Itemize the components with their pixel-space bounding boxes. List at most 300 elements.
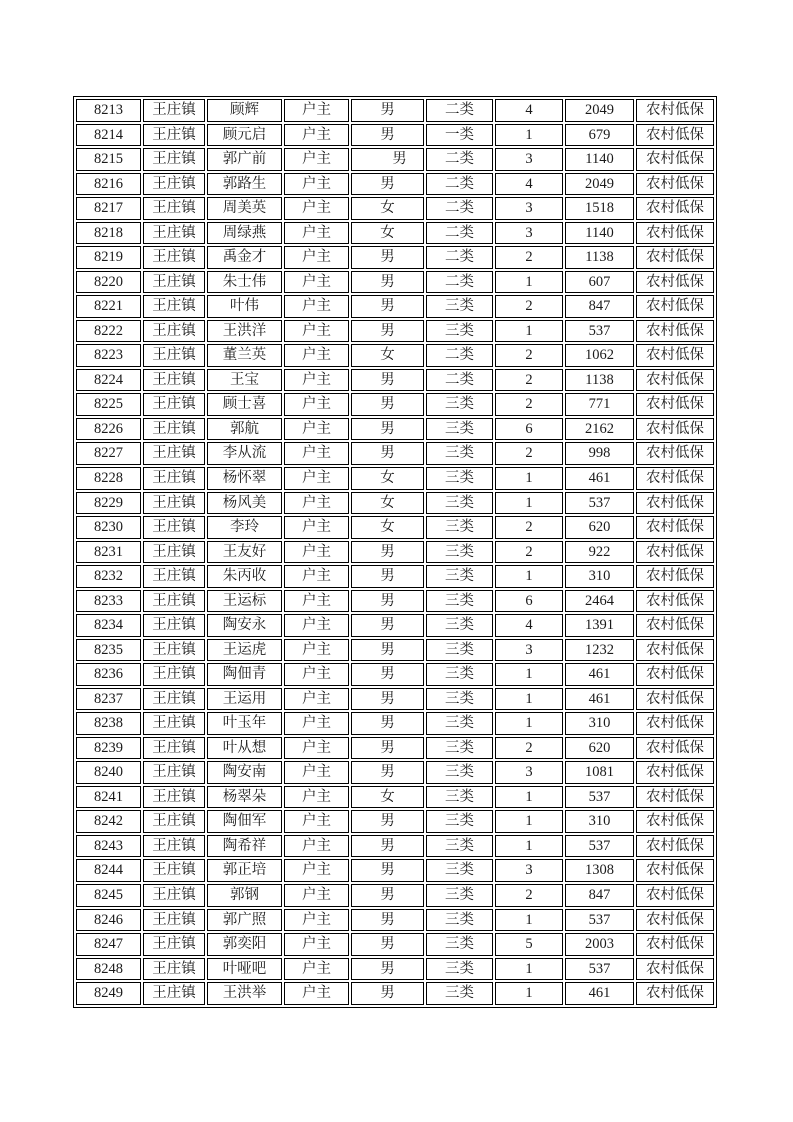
cell-category: 三类: [426, 565, 493, 588]
cell-program: 农村低保: [636, 786, 714, 809]
cell-category: 三类: [426, 982, 493, 1005]
cell-category: 三类: [426, 884, 493, 907]
table-row: [76, 222, 714, 245]
cell-id: 8221: [76, 295, 141, 318]
cell-program: 农村低保: [636, 712, 714, 735]
cell-category: 三类: [426, 320, 493, 343]
cell-id: 8218: [76, 222, 141, 245]
cell-amount: 1140: [565, 148, 634, 171]
cell-amount: 771: [565, 393, 634, 416]
cell-town: 王庄镇: [143, 541, 205, 564]
cell-program: 农村低保: [636, 688, 714, 711]
cell-name: 王运用: [207, 688, 282, 711]
cell-gender: 男: [351, 884, 424, 907]
cell-gender: 男: [351, 663, 424, 686]
cell-name: 朱丙收: [207, 565, 282, 588]
cell-relation: 户主: [284, 246, 349, 269]
table-row: [76, 859, 714, 882]
cell-relation: 户主: [284, 442, 349, 465]
cell-id: 8213: [76, 99, 141, 122]
cell-program: 农村低保: [636, 541, 714, 564]
cell-category: 三类: [426, 393, 493, 416]
cell-category: 三类: [426, 933, 493, 956]
cell-id: 8233: [76, 590, 141, 613]
table-row: [76, 320, 714, 343]
cell-id: 8232: [76, 565, 141, 588]
cell-category: 三类: [426, 859, 493, 882]
table-row: [76, 663, 714, 686]
cell-program: 农村低保: [636, 148, 714, 171]
cell-relation: 户主: [284, 909, 349, 932]
cell-program: 农村低保: [636, 516, 714, 539]
cell-program: 农村低保: [636, 663, 714, 686]
cell-program: 农村低保: [636, 909, 714, 932]
cell-id: 8215: [76, 148, 141, 171]
cell-amount: 310: [565, 810, 634, 833]
cell-id: 8223: [76, 344, 141, 367]
cell-member_count: 1: [495, 467, 563, 490]
cell-town: 王庄镇: [143, 516, 205, 539]
cell-town: 王庄镇: [143, 369, 205, 392]
records-table: [73, 96, 717, 1008]
cell-category: 三类: [426, 737, 493, 760]
cell-gender: 男: [351, 369, 424, 392]
cell-relation: 户主: [284, 884, 349, 907]
cell-relation: 户主: [284, 222, 349, 245]
cell-id: 8247: [76, 933, 141, 956]
cell-category: 三类: [426, 835, 493, 858]
cell-category: 三类: [426, 541, 493, 564]
cell-category: 三类: [426, 614, 493, 637]
cell-member_count: 1: [495, 810, 563, 833]
cell-name: 郭广照: [207, 909, 282, 932]
cell-program: 农村低保: [636, 197, 714, 220]
cell-gender: 男: [351, 737, 424, 760]
table-row: [76, 246, 714, 269]
cell-category: 三类: [426, 516, 493, 539]
cell-relation: 户主: [284, 639, 349, 662]
cell-relation: 户主: [284, 320, 349, 343]
cell-amount: 620: [565, 516, 634, 539]
cell-name: 陶安南: [207, 761, 282, 784]
cell-member_count: 4: [495, 173, 563, 196]
cell-gender: 男: [351, 541, 424, 564]
cell-relation: 户主: [284, 614, 349, 637]
cell-gender: 男: [351, 590, 424, 613]
cell-category: 三类: [426, 786, 493, 809]
cell-relation: 户主: [284, 124, 349, 147]
cell-program: 农村低保: [636, 271, 714, 294]
cell-gender: 女: [351, 786, 424, 809]
cell-relation: 户主: [284, 467, 349, 490]
cell-town: 王庄镇: [143, 835, 205, 858]
cell-id: 8242: [76, 810, 141, 833]
cell-id: 8228: [76, 467, 141, 490]
cell-town: 王庄镇: [143, 393, 205, 416]
cell-gender: 男: [351, 565, 424, 588]
cell-town: 王庄镇: [143, 590, 205, 613]
cell-name: 郭奕阳: [207, 933, 282, 956]
cell-category: 二类: [426, 369, 493, 392]
cell-name: 郭路生: [207, 173, 282, 196]
cell-category: 二类: [426, 344, 493, 367]
cell-town: 王庄镇: [143, 99, 205, 122]
cell-gender: 女: [351, 492, 424, 515]
cell-category: 二类: [426, 148, 493, 171]
cell-relation: 户主: [284, 393, 349, 416]
cell-id: 8236: [76, 663, 141, 686]
cell-amount: 1138: [565, 369, 634, 392]
cell-gender: 男: [351, 295, 424, 318]
cell-program: 农村低保: [636, 859, 714, 882]
cell-amount: 620: [565, 737, 634, 760]
cell-town: 王庄镇: [143, 320, 205, 343]
cell-program: 农村低保: [636, 835, 714, 858]
cell-amount: 1140: [565, 222, 634, 245]
cell-member_count: 1: [495, 492, 563, 515]
cell-category: 三类: [426, 909, 493, 932]
table-row: [76, 492, 714, 515]
cell-category: 二类: [426, 197, 493, 220]
cell-name: 王运虎: [207, 639, 282, 662]
cell-relation: 户主: [284, 982, 349, 1005]
cell-town: 王庄镇: [143, 688, 205, 711]
cell-gender: 男: [351, 418, 424, 441]
cell-program: 农村低保: [636, 737, 714, 760]
cell-member_count: 3: [495, 148, 563, 171]
cell-member_count: 2: [495, 442, 563, 465]
cell-program: 农村低保: [636, 124, 714, 147]
cell-gender: 女: [351, 467, 424, 490]
cell-gender: 女: [351, 197, 424, 220]
cell-name: 叶伟: [207, 295, 282, 318]
cell-name: 杨翠朵: [207, 786, 282, 809]
table-row: [76, 614, 714, 637]
cell-gender: 男: [351, 614, 424, 637]
cell-member_count: 3: [495, 222, 563, 245]
table-row: [76, 467, 714, 490]
cell-gender: 男: [351, 859, 424, 882]
cell-relation: 户主: [284, 344, 349, 367]
cell-program: 农村低保: [636, 344, 714, 367]
cell-relation: 户主: [284, 933, 349, 956]
cell-amount: 679: [565, 124, 634, 147]
cell-id: 8229: [76, 492, 141, 515]
cell-relation: 户主: [284, 418, 349, 441]
table-row: [76, 712, 714, 735]
cell-member_count: 1: [495, 786, 563, 809]
cell-id: 8248: [76, 958, 141, 981]
cell-name: 杨怀翠: [207, 467, 282, 490]
cell-town: 王庄镇: [143, 418, 205, 441]
cell-member_count: 2: [495, 369, 563, 392]
cell-program: 农村低保: [636, 467, 714, 490]
cell-category: 二类: [426, 173, 493, 196]
cell-relation: 户主: [284, 197, 349, 220]
cell-relation: 户主: [284, 958, 349, 981]
cell-town: 王庄镇: [143, 712, 205, 735]
cell-member_count: 2: [495, 737, 563, 760]
cell-gender: 男: [351, 393, 424, 416]
cell-amount: 461: [565, 467, 634, 490]
table-row: [76, 148, 714, 171]
table-row: [76, 909, 714, 932]
cell-id: 8235: [76, 639, 141, 662]
cell-gender: 男: [351, 246, 424, 269]
table-row: [76, 124, 714, 147]
cell-town: 王庄镇: [143, 982, 205, 1005]
cell-member_count: 1: [495, 124, 563, 147]
cell-category: 二类: [426, 246, 493, 269]
cell-category: 三类: [426, 663, 493, 686]
cell-id: 8239: [76, 737, 141, 760]
table-row: [76, 639, 714, 662]
cell-name: 叶从想: [207, 737, 282, 760]
cell-program: 农村低保: [636, 492, 714, 515]
cell-amount: 1062: [565, 344, 634, 367]
cell-id: 8227: [76, 442, 141, 465]
cell-id: 8245: [76, 884, 141, 907]
cell-amount: 1518: [565, 197, 634, 220]
table-row: [76, 565, 714, 588]
cell-id: 8222: [76, 320, 141, 343]
cell-gender: 男: [351, 688, 424, 711]
cell-name: 朱士伟: [207, 271, 282, 294]
cell-id: 8246: [76, 909, 141, 932]
cell-relation: 户主: [284, 369, 349, 392]
cell-town: 王庄镇: [143, 222, 205, 245]
cell-member_count: 3: [495, 197, 563, 220]
cell-member_count: 1: [495, 835, 563, 858]
cell-member_count: 2: [495, 295, 563, 318]
cell-name: 王洪洋: [207, 320, 282, 343]
cell-name: 杨风美: [207, 492, 282, 515]
cell-amount: 537: [565, 909, 634, 932]
table-row: [76, 688, 714, 711]
cell-member_count: 2: [495, 344, 563, 367]
cell-category: 三类: [426, 810, 493, 833]
cell-amount: 461: [565, 688, 634, 711]
table-row: [76, 590, 714, 613]
cell-category: 三类: [426, 418, 493, 441]
cell-category: 三类: [426, 712, 493, 735]
cell-name: 周绿燕: [207, 222, 282, 245]
cell-relation: 户主: [284, 590, 349, 613]
cell-name: 陶佃军: [207, 810, 282, 833]
cell-category: 三类: [426, 492, 493, 515]
cell-member_count: 6: [495, 418, 563, 441]
cell-name: 顾辉: [207, 99, 282, 122]
cell-member_count: 3: [495, 761, 563, 784]
cell-gender: 男: [351, 124, 424, 147]
cell-category: 三类: [426, 442, 493, 465]
cell-program: 农村低保: [636, 958, 714, 981]
cell-relation: 户主: [284, 565, 349, 588]
cell-program: 农村低保: [636, 222, 714, 245]
cell-id: 8219: [76, 246, 141, 269]
table-row: [76, 737, 714, 760]
cell-name: 顾元启: [207, 124, 282, 147]
cell-member_count: 1: [495, 688, 563, 711]
table-row: [76, 271, 714, 294]
cell-town: 王庄镇: [143, 786, 205, 809]
cell-gender: 男: [351, 810, 424, 833]
cell-gender: 女: [351, 222, 424, 245]
cell-town: 王庄镇: [143, 271, 205, 294]
cell-amount: 2049: [565, 99, 634, 122]
cell-member_count: 1: [495, 982, 563, 1005]
cell-town: 王庄镇: [143, 909, 205, 932]
cell-category: 三类: [426, 295, 493, 318]
cell-town: 王庄镇: [143, 614, 205, 637]
cell-id: 8220: [76, 271, 141, 294]
cell-town: 王庄镇: [143, 344, 205, 367]
cell-gender: 男: [351, 639, 424, 662]
cell-member_count: 1: [495, 909, 563, 932]
cell-program: 农村低保: [636, 320, 714, 343]
cell-member_count: 4: [495, 99, 563, 122]
cell-program: 农村低保: [636, 418, 714, 441]
cell-category: 三类: [426, 761, 493, 784]
cell-id: 8226: [76, 418, 141, 441]
cell-gender: 男: [351, 933, 424, 956]
cell-relation: 户主: [284, 688, 349, 711]
cell-relation: 户主: [284, 541, 349, 564]
cell-relation: 户主: [284, 148, 349, 171]
cell-member_count: 2: [495, 246, 563, 269]
cell-name: 陶佃青: [207, 663, 282, 686]
cell-id: 8234: [76, 614, 141, 637]
cell-name: 李玲: [207, 516, 282, 539]
table-row: [76, 197, 714, 220]
cell-name: 郭广前: [207, 148, 282, 171]
table-row: [76, 344, 714, 367]
cell-town: 王庄镇: [143, 124, 205, 147]
cell-gender: 男: [351, 148, 424, 171]
cell-name: 王运标: [207, 590, 282, 613]
cell-amount: 537: [565, 492, 634, 515]
cell-amount: 1308: [565, 859, 634, 882]
cell-id: 8231: [76, 541, 141, 564]
table-row: [76, 418, 714, 441]
cell-relation: 户主: [284, 859, 349, 882]
cell-town: 王庄镇: [143, 565, 205, 588]
cell-amount: 537: [565, 958, 634, 981]
cell-category: 三类: [426, 958, 493, 981]
cell-gender: 男: [351, 958, 424, 981]
cell-relation: 户主: [284, 737, 349, 760]
cell-gender: 男: [351, 271, 424, 294]
cell-member_count: 1: [495, 320, 563, 343]
cell-amount: 1081: [565, 761, 634, 784]
cell-member_count: 2: [495, 393, 563, 416]
cell-amount: 847: [565, 884, 634, 907]
cell-name: 董兰英: [207, 344, 282, 367]
cell-program: 农村低保: [636, 246, 714, 269]
cell-member_count: 1: [495, 271, 563, 294]
cell-name: 李从流: [207, 442, 282, 465]
cell-amount: 2162: [565, 418, 634, 441]
table-row: [76, 393, 714, 416]
cell-name: 王洪举: [207, 982, 282, 1005]
cell-amount: 310: [565, 565, 634, 588]
cell-category: 二类: [426, 222, 493, 245]
table-row: [76, 761, 714, 784]
cell-name: 陶安永: [207, 614, 282, 637]
cell-gender: 男: [351, 761, 424, 784]
cell-amount: 461: [565, 663, 634, 686]
table-row: [76, 516, 714, 539]
cell-category: 三类: [426, 590, 493, 613]
cell-id: 8216: [76, 173, 141, 196]
cell-gender: 男: [351, 320, 424, 343]
cell-program: 农村低保: [636, 590, 714, 613]
cell-program: 农村低保: [636, 761, 714, 784]
cell-relation: 户主: [284, 810, 349, 833]
cell-member_count: 1: [495, 565, 563, 588]
cell-gender: 男: [351, 982, 424, 1005]
cell-relation: 户主: [284, 663, 349, 686]
cell-name: 王宝: [207, 369, 282, 392]
cell-name: 王友好: [207, 541, 282, 564]
cell-category: 三类: [426, 467, 493, 490]
cell-amount: 2049: [565, 173, 634, 196]
cell-member_count: 2: [495, 541, 563, 564]
cell-program: 农村低保: [636, 173, 714, 196]
cell-program: 农村低保: [636, 442, 714, 465]
cell-program: 农村低保: [636, 810, 714, 833]
cell-name: 叶哑吧: [207, 958, 282, 981]
cell-gender: 男: [351, 99, 424, 122]
cell-member_count: 4: [495, 614, 563, 637]
cell-id: 8217: [76, 197, 141, 220]
cell-member_count: 6: [495, 590, 563, 613]
cell-gender: 男: [351, 173, 424, 196]
cell-category: 三类: [426, 639, 493, 662]
cell-name: 顾士喜: [207, 393, 282, 416]
cell-relation: 户主: [284, 786, 349, 809]
cell-id: 8241: [76, 786, 141, 809]
table-row: [76, 369, 714, 392]
cell-gender: 女: [351, 344, 424, 367]
cell-id: 8244: [76, 859, 141, 882]
table-row: [76, 810, 714, 833]
cell-relation: 户主: [284, 492, 349, 515]
cell-amount: 2003: [565, 933, 634, 956]
cell-town: 王庄镇: [143, 884, 205, 907]
cell-category: 一类: [426, 124, 493, 147]
cell-name: 周美英: [207, 197, 282, 220]
table-row: [76, 173, 714, 196]
cell-program: 农村低保: [636, 933, 714, 956]
cell-town: 王庄镇: [143, 958, 205, 981]
cell-category: 二类: [426, 99, 493, 122]
cell-member_count: 2: [495, 516, 563, 539]
cell-program: 农村低保: [636, 982, 714, 1005]
cell-relation: 户主: [284, 761, 349, 784]
cell-town: 王庄镇: [143, 467, 205, 490]
cell-relation: 户主: [284, 712, 349, 735]
table-row: [76, 982, 714, 1005]
cell-amount: 537: [565, 320, 634, 343]
records-table-body: [76, 99, 714, 1005]
cell-town: 王庄镇: [143, 246, 205, 269]
table-row: [76, 958, 714, 981]
cell-gender: 男: [351, 835, 424, 858]
cell-member_count: 1: [495, 712, 563, 735]
cell-program: 农村低保: [636, 565, 714, 588]
cell-name: 叶玉年: [207, 712, 282, 735]
